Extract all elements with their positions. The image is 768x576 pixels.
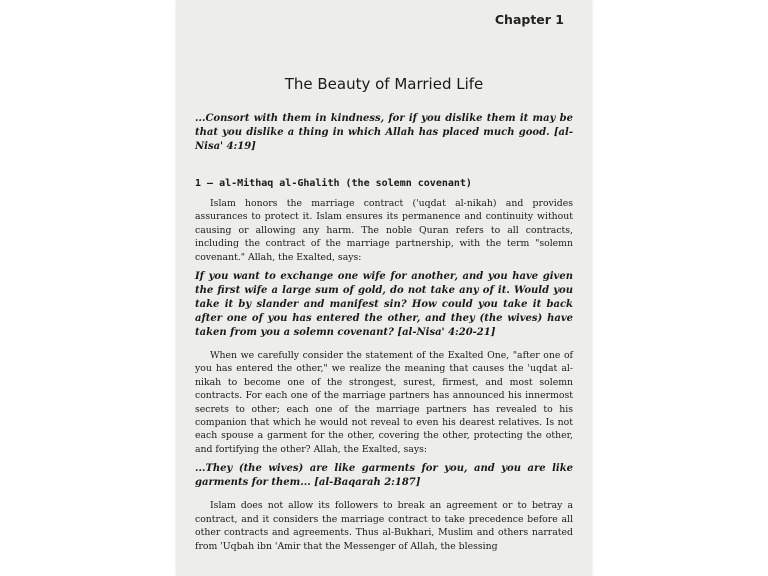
book-page <box>176 0 592 576</box>
quran-quote-1: If you want to exchange one wife for another, and you have given the first wife a large sum of gold, do not take any of it. Would you take it by slander and manifest sin? How could you take it back after one of you has entered the other, and they (the wives) have taken from you a solemn covenant? [al-Nisa' 4:20-21] <box>195 271 573 339</box>
section-heading: 1 — al-Mithaq al-Ghalith (the solemn covenant) <box>195 178 472 189</box>
chapter-label: Chapter 1 <box>494 12 564 27</box>
quran-quote-2: ...They (the wives) are like garments for you, and you are like garments for them... [al-Baqarah 2:187] <box>195 463 573 489</box>
page-title: The Beauty of Married Life <box>284 75 484 93</box>
body-paragraph-3: Islam does not allow its followers to break an agreement or to betray a contract, and it considers the marriage contract to take precedence before all other contracts and agreements. Thus al-Bukhari, Muslim and others narrated from 'Uqbah ibn 'Amir that the Messenger of Allah, the blessing <box>195 500 573 552</box>
body-paragraph-2: When we carefully consider the statement of the Exalted One, "after one of you has entered the other," we realize the meaning that causes the 'uqdat al-nikah to become one of the strongest, surest, firmest, and most solemn contracts. For each one of the marriage partners has announced his innermost secrets to other; each one of the marriage partners has revealed to his companion that which he would not reveal to even his dearest relatives. Is not each spouse a garment for the other, covering the other, protecting the other, and fortifying the other? Allah, the Exalted, says: <box>195 350 573 455</box>
page-content <box>195 75 573 553</box>
body-paragraph-1: Islam honors the marriage contract ('uqdat al-nikah) and provides assurances to protect it. Islam ensures its permanence and continuity without causing or allowing any harm. The noble Quran refers to all contracts, including the contract of the marriage partnership, with the term "solemn covenant." Allah, the Exalted, says: <box>195 198 573 263</box>
epigraph-quote: ...Consort with them in kindness, for if you dislike them it may be that you dislike a thing in which Allah has placed much good. [al-Nisa' 4:19] <box>195 113 573 152</box>
